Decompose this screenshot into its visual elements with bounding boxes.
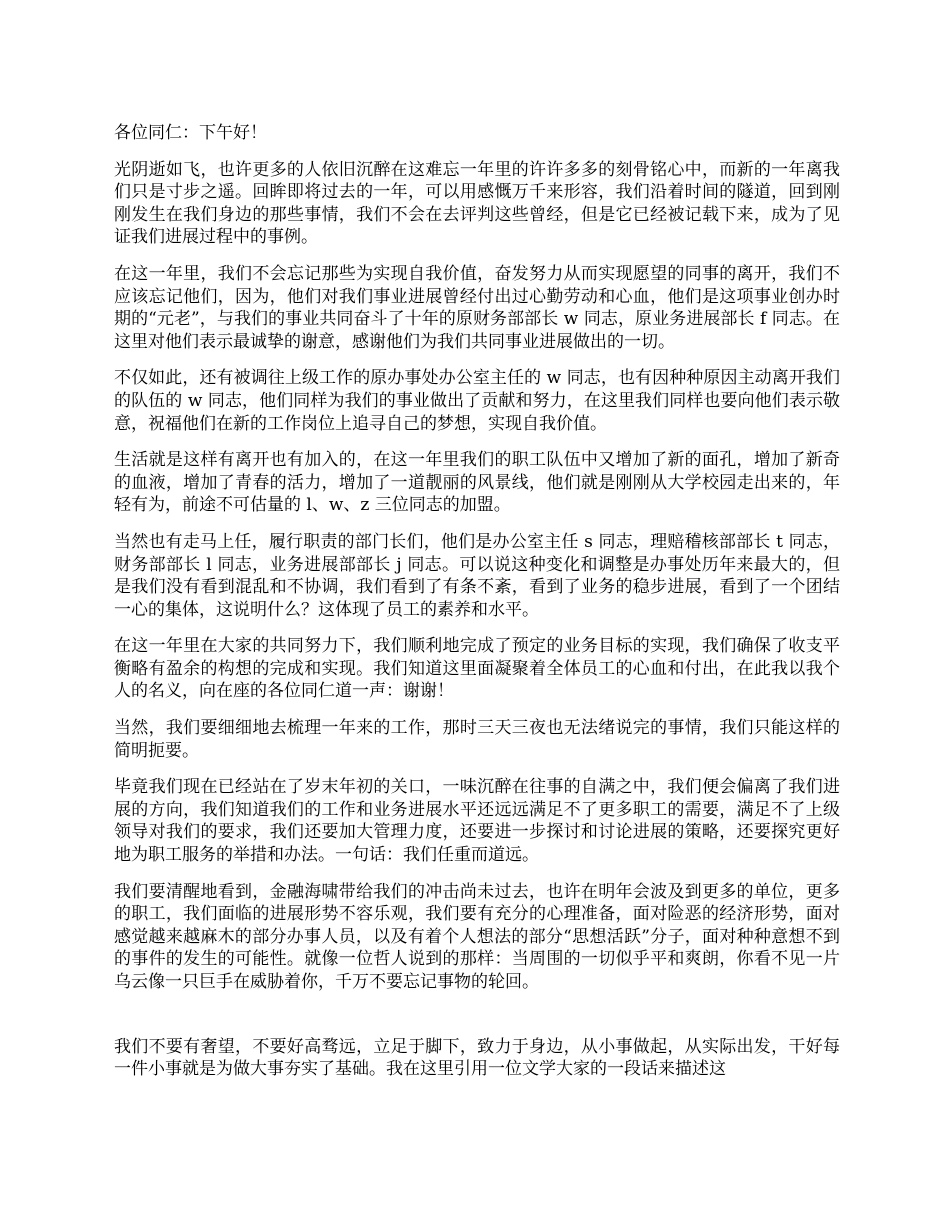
paragraph: 当然，我们要细细地去梳理一年来的工作，那时三天三夜也无法绪说完的事情，我们只能这样的简明扼要。 (114, 718, 840, 761)
document-page (114, 122, 840, 1095)
paragraph: 在这一年里在大家的共同努力下，我们顺利地完成了预定的业务目标的实现，我们确保了收支平衡略有盈余的构想的完成和实现。我们知道这里面凝聚着全体员工的心血和付出，在此我以我个人的名义，向在座的各位同仁道一声：谢谢！ (114, 636, 840, 702)
paragraph: 毕竟我们现在已经站在了岁末年初的关口，一味沉醉在往事的自满之中，我们便会偏离了我们进展的方向，我们知道我们的工作和业务进展水平还远远满足不了更多职工的需要，满足不了上级领导对我们的要求，我们还要加大管理力度，还要进一步探讨和讨论进展的策略，还要探究更好地为职工服务的举措和办法。一句话：我们任重而道远。 (114, 777, 840, 866)
paragraph: 我们要清醒地看到，金融海啸带给我们的冲击尚未过去，也许在明年会波及到更多的单位，更多的职工，我们面临的进展形势不容乐观，我们要有充分的心理准备，面对险恶的经济形势，面对感觉越来越麻木的部分办事人员，以及有着个人想法的部分“思想活跃”分子，面对种种意想不到的事件的发生的可能性。就像一位哲人说到的那样：当周围的一切似乎平和爽朗，你看不见一片乌云像一只巨手在威胁着你，千万不要忘记事物的轮回。 (114, 881, 840, 992)
greeting: 各位同仁：下午好！ (114, 123, 267, 143)
paragraph: 当然也有走马上任，履行职责的部门长们，他们是办公室主任 s 同志，理赔稽核部部长 t 同志，财务部部长 l 同志，业务进展部部长 j 同志。可以说这种变化和调整是办事处历年来最大的，但是我们没有看到混乱和不协调，我们看到了有条不紊，看到了业务的稳步进展，看到了一个团结一心的集体，这说明什么？这体现了员工的素养和水平。 (114, 531, 840, 620)
paragraph: 光阴逝如飞，也许更多的人依旧沉醉在这难忘一年里的许许多多的刻骨铭心中，而新的一年离我们只是寸步之遥。回眸即将过去的一年，可以用感慨万千来形容，我们沿着时间的隧道，回到刚刚发生在我们身边的那些事情，我们不会在去评判这些曾经，但是它已经被记载下来，成为了见证我们进展过程中的事例。 (114, 159, 840, 248)
paragraph: 我们不要有奢望，不要好高骛远，立足于脚下，致力于身边，从小事做起，从实际出发，干好每一件小事就是为做大事夯实了基础。我在这里引用一位文学大家的一段话来描述这 (114, 1036, 840, 1080)
paragraph: 生活就是这样有离开也有加入的，在这一年里我们的职工队伍中又增加了新的面孔，增加了新奇的血液，增加了青春的活力，增加了一道靓丽的风景线，他们就是刚刚从大学校园走出来的，年轻有为，前途不可估量的 l、w、z 三位同志的加盟。 (114, 450, 840, 516)
paragraph: 不仅如此，还有被调往上级工作的原办事处办公室主任的 w 同志，也有因种种原因主动离开我们的队伍的 w 同志，他们同样为我们的事业做出了贡献和努力，在这里我们同样也要向他们表示敬意，祝福他们在新的工作岗位上追寻自己的梦想，实现自我价值。 (114, 368, 840, 434)
paragraph: 在这一年里，我们不会忘记那些为实现自我价值，奋发努力从而实现愿望的同事的离开，我们不应该忘记他们，因为，他们对我们事业进展曾经付出过心勤劳动和心血，他们是这项事业创办时期的“元老”，与我们的事业共同奋斗了十年的原财务部部长 w 同志，原业务进展部长 f 同志。在这里对他们表示最诚挚的谢意，感谢他们为我们共同事业进展做出的一切。 (114, 263, 840, 352)
